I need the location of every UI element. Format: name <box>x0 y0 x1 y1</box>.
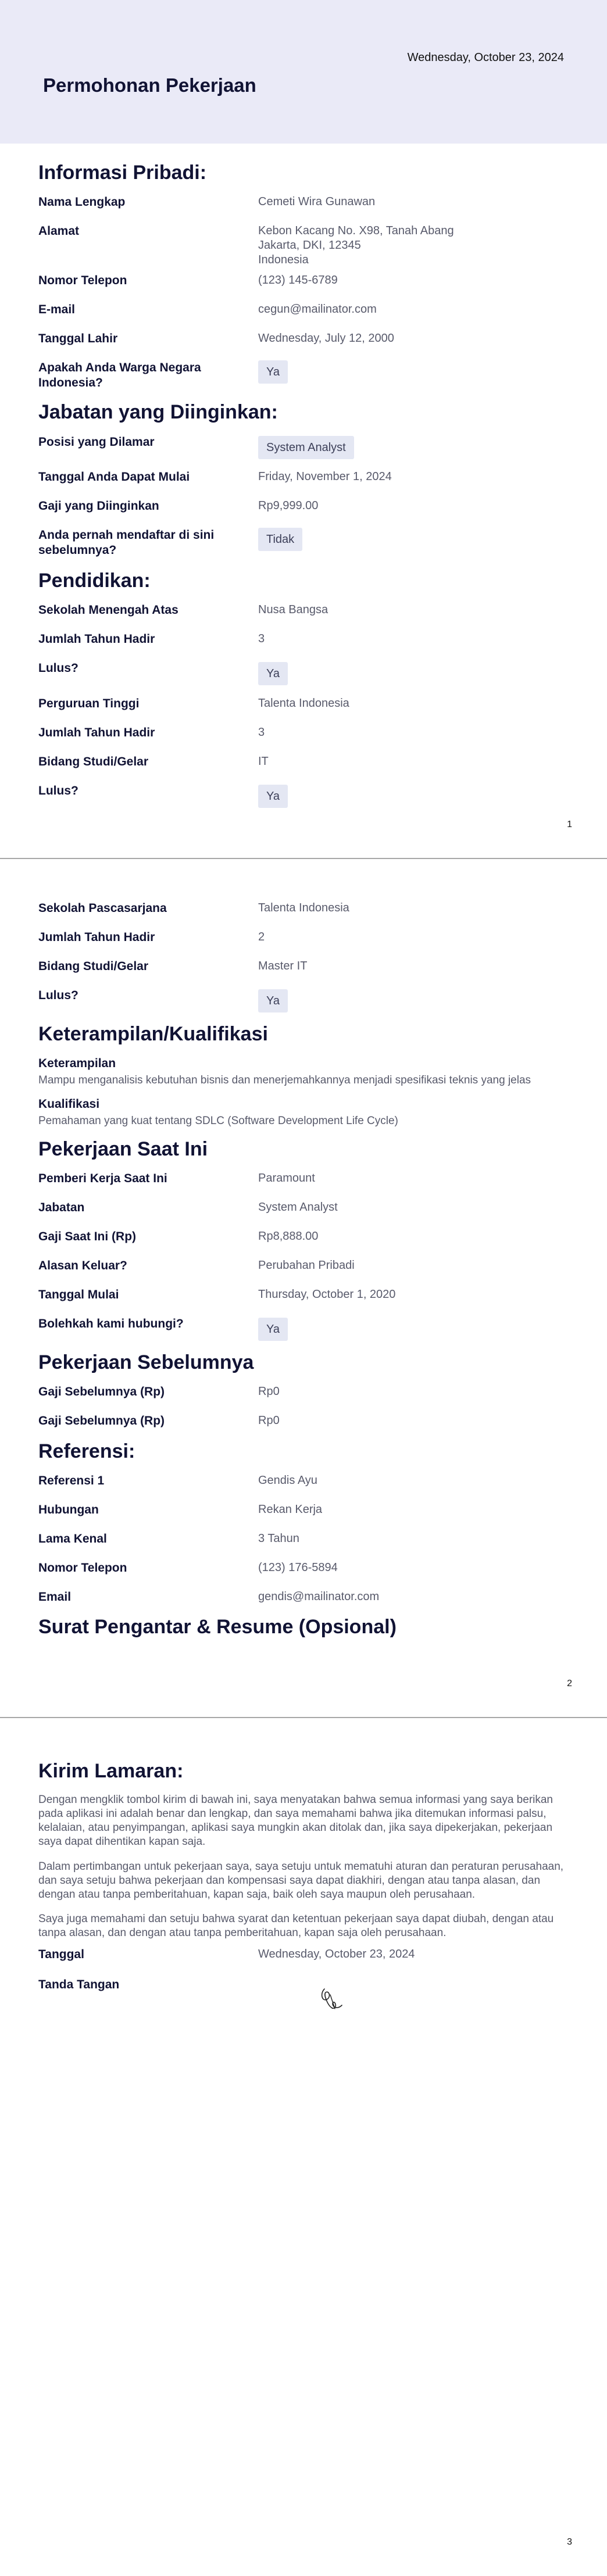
section-title-previous-job: Pekerjaan Sebelumnya <box>38 1351 254 1373</box>
section-title-reference: Referensi: <box>38 1440 135 1462</box>
field-value: IT <box>258 755 269 768</box>
field-value: 2 <box>258 931 265 943</box>
field-value: (123) 176-5894 <box>258 1561 338 1574</box>
skills-label: Keterampilan <box>38 1057 116 1070</box>
field-label: Sekolah Menengah Atas <box>38 603 178 617</box>
field-label: Alamat <box>38 224 80 238</box>
page-title: Permohonan Pekerjaan <box>43 74 256 96</box>
declaration-paragraph: Dalam pertimbangan untuk pekerjaan saya, saya setuju untuk mematuhi aturan dan peraturan perusahaan, dan saya setuju bahwa pekerjaan dan kompensasi saya dapat diakhiri, dengan atau tanpa alasan, dan dengan atau tanpa pemberitahuan, kapan saja, baik oleh saya maupun oleh perusahaan. <box>38 1861 564 1901</box>
section-title-education: Pendidikan: <box>38 570 151 592</box>
field-value: Friday, November 1, 2024 <box>258 470 392 483</box>
field-value: Paramount <box>258 1172 315 1185</box>
field-value <box>258 224 572 267</box>
field-value <box>258 785 572 808</box>
field-value: Master IT <box>258 960 308 972</box>
page-number: 3 <box>567 2537 572 2547</box>
field-label: Pemberi Kerja Saat Ini <box>38 1172 167 1185</box>
section-title-personal: Informasi Pribadi: <box>38 162 207 184</box>
field-label: Lulus? <box>38 989 78 1002</box>
field-value: Cemeti Wira Gunawan <box>258 195 376 208</box>
page-number: 1 <box>567 820 572 829</box>
field-label: Sekolah Pascasarjana <box>38 901 167 915</box>
skills-text: Mampu menganalisis kebutuhan bisnis dan menerjemahkannya menjadi spesifikasi teknis yang jelas <box>38 1074 531 1086</box>
field-value <box>258 989 572 1012</box>
qualifications-text: Pemahaman yang kuat tentang SDLC (Software Development Life Cycle) <box>38 1115 398 1127</box>
declaration-paragraph: Dengan mengklik tombol kirim di bawah ini, saya menyatakan bahwa semua informasi yang saya berikan pada aplikasi ini adalah benar dan lengkap, dan saya memahami bahwa jika ditemukan informasi palsu, kelalaian, atau penyimpangan, aplikasi saya mungkin akan ditolak dan, jika saya dipekerjakan, pekerjaan saya dapat dihentikan kapan saja. <box>38 1794 554 1848</box>
section-title-current-job: Pekerjaan Saat Ini <box>38 1138 208 1160</box>
field-label: Hubungan <box>38 1503 99 1516</box>
page-divider <box>0 1717 607 1718</box>
page-header <box>0 0 607 144</box>
field-label: Tanggal Mulai <box>38 1288 119 1301</box>
field-value: Rekan Kerja <box>258 1503 323 1516</box>
field-label: Tanda Tangan <box>38 1978 120 1991</box>
field-value: 3 Tahun <box>258 1532 299 1545</box>
field-label: Jumlah Tahun Hadir <box>38 931 155 944</box>
field-value: Rp0 <box>258 1414 280 1427</box>
field-label: Bidang Studi/Gelar <box>38 755 149 768</box>
address-line: Jakarta, DKI, 12345 <box>258 239 361 252</box>
field-label: Bolehkah kami hubungi? <box>38 1317 184 1330</box>
field-label: Gaji Sebelumnya (Rp) <box>38 1385 165 1398</box>
field-value: 3 <box>258 632 265 645</box>
section-title-position: Jabatan yang Diinginkan: <box>38 401 278 423</box>
field-value <box>258 528 572 551</box>
field-value: Perubahan Pribadi <box>258 1259 355 1272</box>
field-label: Nama Lengkap <box>38 195 126 209</box>
address-line: Kebon Kacang No. X98, Tanah Abang <box>258 224 454 237</box>
field-label: Apakah Anda Warga Negara Indonesia? <box>38 361 201 389</box>
field-label: Lama Kenal <box>38 1532 107 1545</box>
field-label: E-mail <box>38 303 76 316</box>
field-value: Talenta Indonesia <box>258 697 349 710</box>
page-number: 2 <box>567 1679 572 1688</box>
field-value: gendis@mailinator.com <box>258 1590 380 1603</box>
field-label: Tanggal Anda Dapat Mulai <box>38 470 190 484</box>
field-value: 3 <box>258 726 265 739</box>
signature-image <box>314 1982 349 2017</box>
field-value: (123) 145-6789 <box>258 274 338 287</box>
field-label: Email <box>38 1590 72 1604</box>
field-value <box>258 436 572 459</box>
answer-badge: Ya <box>258 989 288 1012</box>
header-date: Wednesday, October 23, 2024 <box>407 51 564 64</box>
field-label: Jabatan <box>38 1201 85 1214</box>
answer-badge: Tidak <box>258 528 302 551</box>
field-label: Jumlah Tahun Hadir <box>38 726 155 739</box>
answer-badge: System Analyst <box>258 436 354 459</box>
field-value: Rp8,888.00 <box>258 1230 319 1243</box>
answer-badge: Ya <box>258 662 288 685</box>
field-label: Lulus? <box>38 661 78 675</box>
field-value: Nusa Bangsa <box>258 603 329 616</box>
answer-badge: Ya <box>258 785 288 808</box>
qualifications-label: Kualifikasi <box>38 1097 100 1111</box>
field-label: Nomor Telepon <box>38 274 127 287</box>
field-label: Posisi yang Dilamar <box>38 435 155 449</box>
field-label: Gaji Saat Ini (Rp) <box>38 1230 137 1243</box>
field-label: Lulus? <box>38 784 78 797</box>
section-title-cover-letter: Surat Pengantar & Resume (Opsional) <box>38 1616 397 1638</box>
field-label: Gaji Sebelumnya (Rp) <box>38 1414 165 1427</box>
field-value <box>258 360 572 384</box>
field-value: Rp0 <box>258 1385 280 1398</box>
field-label: Bidang Studi/Gelar <box>38 960 149 973</box>
address-line: Indonesia <box>258 253 309 266</box>
field-label: Tanggal <box>38 1948 84 1961</box>
field-label: Jumlah Tahun Hadir <box>38 632 155 646</box>
field-value: Gendis Ayu <box>258 1474 317 1487</box>
answer-badge: Ya <box>258 1318 288 1341</box>
declaration-paragraph: Saya juga memahami dan setuju bahwa syarat dan ketentuan pekerjaan saya dapat diubah, dengan atau tanpa alasan, dan dengan atau tanpa pemberitahuan, kapan saja oleh perusahaan. <box>38 1913 554 1939</box>
section-title-skills: Keterampilan/Kualifikasi <box>38 1023 268 1045</box>
field-value: System Analyst <box>258 1201 338 1214</box>
section-title-submit: Kirim Lamaran: <box>38 1760 184 1782</box>
field-value: Wednesday, October 23, 2024 <box>258 1948 415 1960</box>
field-label: Alasan Keluar? <box>38 1259 127 1272</box>
field-label: Gaji yang Diinginkan <box>38 499 159 513</box>
page-divider <box>0 858 607 859</box>
field-value: Thursday, October 1, 2020 <box>258 1288 396 1301</box>
field-label: Anda pernah mendaftar di sini sebelumnya? <box>38 528 215 557</box>
field-label: Referensi 1 <box>38 1474 105 1487</box>
field-value: cegun@mailinator.com <box>258 303 377 316</box>
field-value: Rp9,999.00 <box>258 499 319 512</box>
field-label: Perguruan Tinggi <box>38 697 140 710</box>
field-value <box>258 1318 572 1341</box>
field-value <box>258 662 572 685</box>
field-label: Tanggal Lahir <box>38 332 118 345</box>
field-label: Nomor Telepon <box>38 1561 127 1575</box>
answer-badge: Ya <box>258 360 288 384</box>
field-value: Talenta Indonesia <box>258 901 349 914</box>
field-value: Wednesday, July 12, 2000 <box>258 332 394 345</box>
